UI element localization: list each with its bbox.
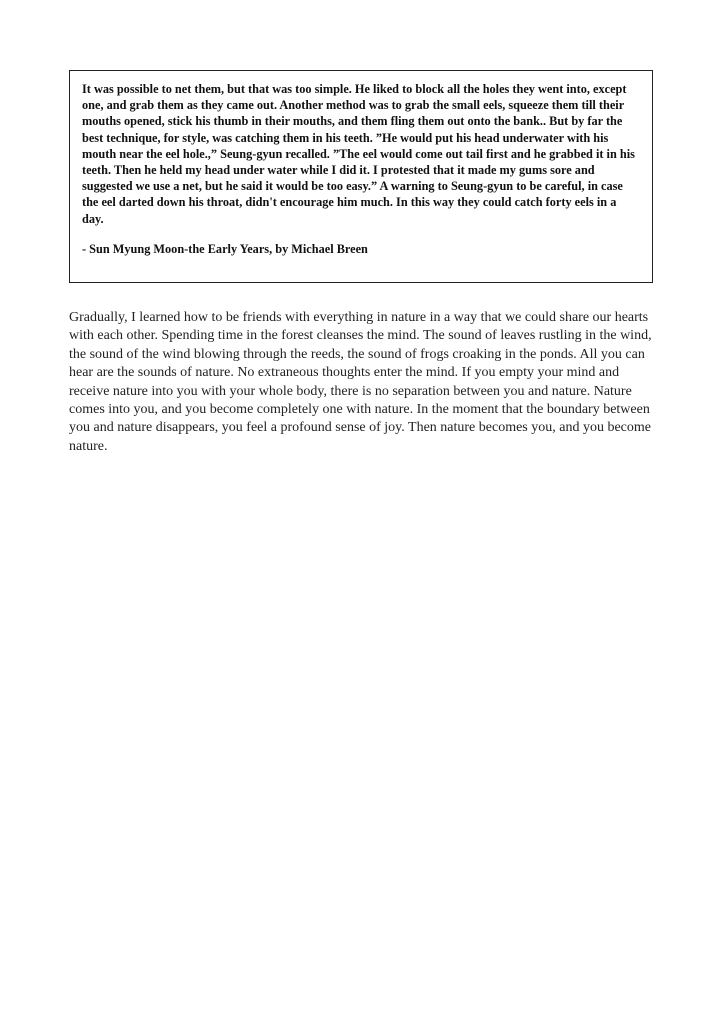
quote-source: - Sun Myung Moon-the Early Years, by Michael Breen xyxy=(82,241,368,256)
quote-text: It was possible to net them, but that was too simple. He liked to block all the holes they went into, except one, and grab them as they came out. Another method was to grab the small eels, squeeze them till their mouths opened, stick his thumb in their mouths, and them fling them out onto the bank.. But by far the best technique, for style, was catching them in his teeth. ”He would put his head underwater with his mouth near the eel hole.,” Seung-gyun recalled. ”The eel would come out tail first and he grabbed it in his teeth. Then he held my head under water while I did it. I protested that it made my gums sore and suggested we use a net, but he said it would be too easy.” A warning to Seung-gyun to be careful, in case the eel darted down his throat, didn't encourage him much. In this way they could catch forty eels in a day. xyxy=(82,82,635,226)
quote-box xyxy=(69,70,653,283)
body-paragraph: Gradually, I learned how to be friends with everything in nature in a way that we could share our hearts with each other. Spending time in the forest cleanses the mind. The sound of leaves rustling in the wind, the sound of the wind blowing through the reeds, the sound of frogs croaking in the ponds. All you can hear are the sounds of nature. No extraneous thoughts enter the mind. If you empty your mind and receive nature into you with your whole body, there is no separation between you and nature. Nature comes into you, and you become completely one with nature. In the moment that the boundary between you and nature disappears, you feel a profound sense of joy. Then nature becomes you, and you become nature. xyxy=(69,310,652,454)
